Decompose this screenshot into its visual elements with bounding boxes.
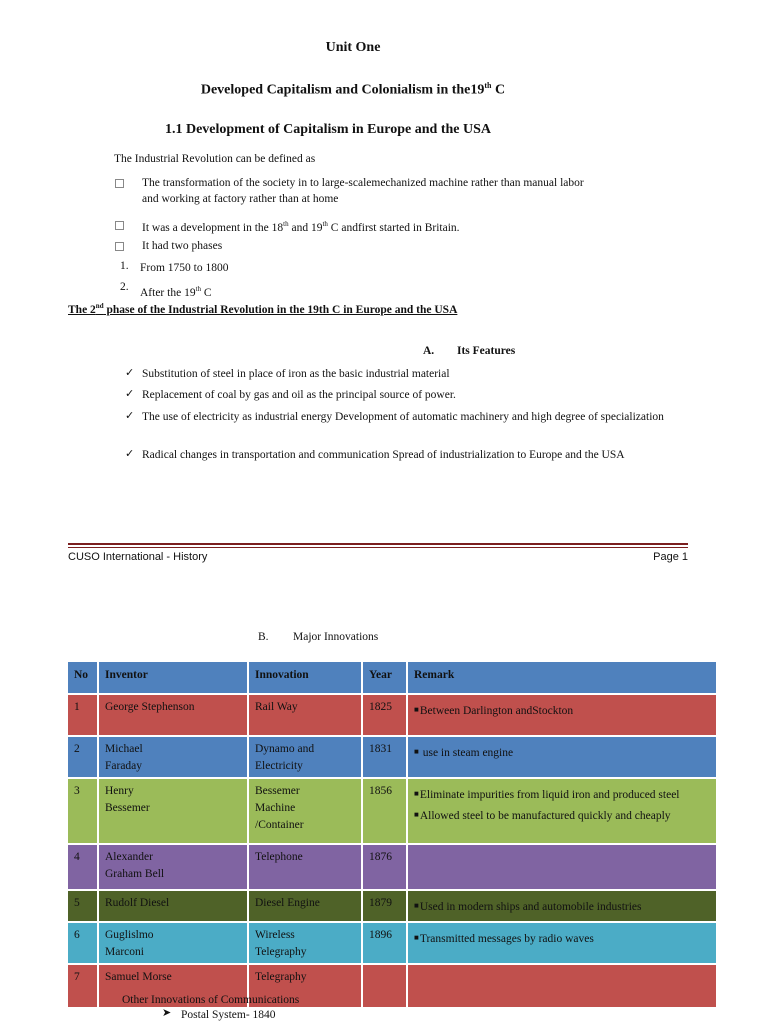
checkmark-icon: ✓: [125, 387, 135, 400]
square-bullet-icon: ■: [414, 901, 419, 910]
header-remark: Remark: [408, 662, 718, 695]
inventor-line: Marconi: [105, 946, 144, 958]
cell-no: [68, 737, 99, 779]
cell-inventor: [99, 695, 249, 737]
remark-text: Allowed steel to be manufactured quickly and cheaply: [419, 810, 671, 822]
phase-2: [140, 281, 212, 301]
inventor-line: Rudolf Diesel: [105, 897, 170, 909]
cell-inventor: [99, 779, 249, 845]
table-row: [68, 737, 718, 779]
footer-left: CUSO International - History: [68, 551, 208, 563]
inventor-line: Graham Bell: [105, 868, 165, 880]
bullet-box-icon: [115, 221, 124, 230]
square-bullet-icon: ■: [414, 789, 419, 798]
year-value: 1879: [369, 897, 392, 909]
year-value: 1856: [369, 785, 392, 797]
cell-year: [363, 891, 408, 923]
cell-remark: [408, 779, 718, 845]
cell-remark: [408, 965, 718, 1009]
row-number: 3: [74, 785, 80, 797]
table-row: [68, 845, 718, 891]
year-value: 1825: [369, 701, 392, 713]
table-header-row: [68, 662, 718, 695]
phase-2-number: 2.: [120, 281, 129, 293]
row-number: 4: [74, 851, 80, 863]
innovation-line: Diesel Engine: [255, 897, 320, 909]
remark-line: [414, 703, 710, 720]
bullet-1-line-2: and working at factory rather than at home: [142, 193, 339, 205]
phase-2-suffix: C: [201, 286, 212, 299]
table-row: [68, 779, 718, 845]
cell-innovation: [249, 779, 363, 845]
square-bullet-icon: ■: [414, 747, 419, 756]
unit-title: Unit One: [325, 40, 381, 55]
cell-inventor: [99, 923, 249, 965]
second-phase-sup: nd: [95, 302, 104, 310]
cell-innovation: [249, 845, 363, 891]
inventor-line: Henry: [105, 785, 134, 797]
footer-rule-thin: [68, 547, 688, 548]
remark-line: [414, 808, 710, 825]
chapter-title-sup: th: [484, 81, 492, 90]
table-row: [68, 923, 718, 965]
remark-text: Between Darlington andStockton: [419, 705, 574, 717]
feature-item: Radical changes in transportation and communication Spread of industrialization to Europe and the USA: [142, 449, 625, 461]
cell-year: [363, 845, 408, 891]
square-bullet-icon: ■: [414, 933, 419, 942]
square-bullet-icon: ■: [414, 810, 419, 819]
cell-innovation: [249, 923, 363, 965]
cell-remark: [408, 891, 718, 923]
features-label: A.: [423, 345, 435, 357]
phase-2-text: After the 19: [140, 286, 196, 299]
other-innovation-item: Postal System- 1840: [181, 1009, 276, 1021]
innovations-table: [68, 662, 718, 1009]
cell-no: [68, 845, 99, 891]
cell-no: [68, 695, 99, 737]
checkmark-icon: ✓: [125, 447, 135, 460]
remark-text: Transmitted messages by radio waves: [419, 933, 594, 945]
inventor-line: Michael: [105, 743, 143, 755]
second-phase-suffix: phase of the Industrial Revolution in the 19th C in Europe and the USA: [103, 303, 458, 316]
remark-line: [414, 745, 710, 762]
innovation-line: /Container: [255, 819, 304, 831]
header-innovation: Innovation: [249, 662, 363, 695]
feature-item: Replacement of coal by gas and oil as the principal source of power.: [142, 389, 456, 401]
second-phase-heading: [68, 302, 457, 316]
table-row: [68, 695, 718, 737]
row-number: 7: [74, 971, 80, 983]
cell-no: [68, 891, 99, 923]
innovation-line: Rail Way: [255, 701, 298, 713]
bullet-2-suffix: C andfirst started in Britain.: [327, 221, 460, 234]
remark-line: [414, 931, 710, 948]
features-title: Its Features: [457, 345, 516, 357]
cell-innovation: [249, 695, 363, 737]
innovation-line: Wireless: [255, 929, 295, 941]
innovations-title: Major Innovations: [293, 631, 379, 643]
cell-innovation: [249, 737, 363, 779]
cell-inventor: [99, 891, 249, 923]
second-phase-text: The 2: [68, 303, 96, 316]
innovation-line: Telegraphy: [255, 971, 307, 983]
cell-no: [68, 779, 99, 845]
bullet-box-icon: [115, 242, 124, 251]
cell-remark: [408, 923, 718, 965]
header-year: Year: [363, 662, 408, 695]
innovation-line: Electricity: [255, 760, 303, 772]
innovation-line: Machine: [255, 802, 296, 814]
bullet-1: [142, 175, 702, 207]
innovation-line: Telegraphy: [255, 946, 307, 958]
cell-inventor: [99, 737, 249, 779]
cell-year: [363, 965, 408, 1009]
cell-no: [68, 923, 99, 965]
page-number: Page 1: [653, 551, 688, 563]
cell-year: [363, 779, 408, 845]
bullet-1-line-1: The transformation of the society in to large-scalemechanized machine rather than manual labor: [142, 177, 584, 189]
bullet-2: [142, 216, 460, 236]
bullet-box-icon: [115, 179, 124, 188]
intro-text: The Industrial Revolution can be defined as: [114, 153, 316, 165]
innovations-label: B.: [258, 631, 269, 643]
phase-1-number: 1.: [120, 260, 129, 272]
bullet-2-mid: and 19: [288, 221, 323, 234]
innovation-line: Telephone: [255, 851, 303, 863]
cell-innovation: [249, 891, 363, 923]
inventor-line: George Stephenson: [105, 701, 195, 713]
inventor-line: Bessemer: [105, 802, 150, 814]
cell-year: [363, 923, 408, 965]
cell-remark: [408, 695, 718, 737]
phase-1: From 1750 to 1800: [140, 262, 229, 274]
bullet-2-text: It was a development in the 18: [142, 221, 284, 234]
year-value: 1896: [369, 929, 392, 941]
row-number: 1: [74, 701, 80, 713]
other-innovations-title: Other Innovations of Communications: [122, 994, 300, 1006]
square-bullet-icon: ■: [414, 705, 419, 714]
feature-item: Substitution of steel in place of iron as the basic industrial material: [142, 368, 450, 380]
bullet-3: It had two phases: [142, 240, 223, 252]
bullet-2-sup-2: th: [322, 220, 328, 228]
remark-line: [414, 787, 710, 804]
arrow-bullet-icon: ➤: [162, 1006, 172, 1019]
remark-text: Eliminate impurities from liquid iron and produced steel: [419, 789, 680, 801]
header-inventor: Inventor: [99, 662, 249, 695]
remark-line: [414, 899, 710, 916]
bullet-2-sup-1: th: [283, 220, 289, 228]
inventor-line: Alexander: [105, 851, 153, 863]
inventor-line: Samuel Morse: [105, 971, 172, 983]
year-value: 1876: [369, 851, 392, 863]
row-number: 6: [74, 929, 80, 941]
cell-remark: [408, 737, 718, 779]
inventor-line: Faraday: [105, 760, 143, 772]
feature-item: The use of electricity as industrial energy Development of automatic machinery and high degree of specialization: [142, 411, 664, 423]
row-number: 2: [74, 743, 80, 755]
cell-inventor: [99, 845, 249, 891]
remark-text: Used in modern ships and automobile industries: [419, 901, 642, 913]
section-title: 1.1 Development of Capitalism in Europe and the USA: [164, 122, 492, 137]
chapter-title-suffix: C: [491, 82, 506, 98]
table-row: [68, 891, 718, 923]
cell-remark: [408, 845, 718, 891]
chapter-title-text: Developed Capitalism and Colonialism in the19: [200, 82, 485, 98]
cell-year: [363, 737, 408, 779]
header-no: No: [68, 662, 99, 695]
footer-rule: [68, 543, 688, 545]
checkmark-icon: ✓: [125, 409, 135, 422]
chapter-title: [0, 81, 706, 99]
phase-2-sup: th: [195, 285, 202, 293]
year-value: 1831: [369, 743, 392, 755]
remark-text: use in steam engine: [419, 747, 514, 759]
row-number: 5: [74, 897, 80, 909]
cell-year: [363, 695, 408, 737]
checkmark-icon: ✓: [125, 366, 135, 379]
innovation-line: Bessemer: [255, 785, 300, 797]
cell-no: [68, 965, 99, 1009]
inventor-line: Guglislmo: [105, 929, 154, 941]
innovation-line: Dynamo and: [255, 743, 315, 755]
